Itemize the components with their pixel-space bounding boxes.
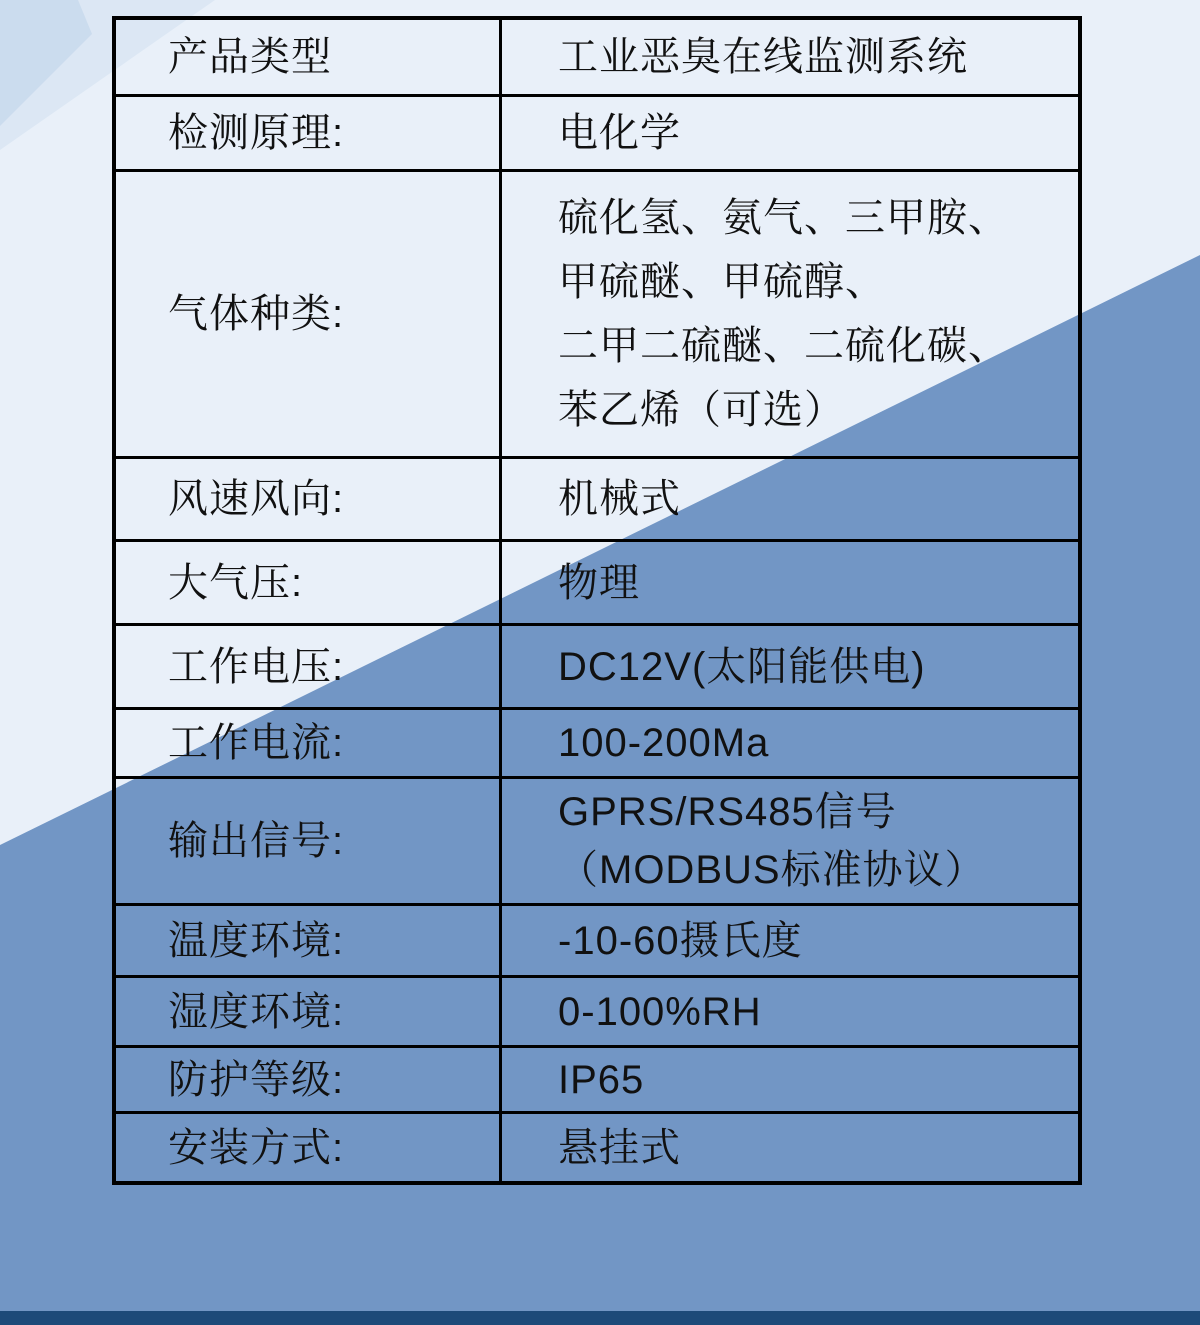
- spec-value: [502, 542, 1078, 623]
- spec-label: 工作电压:: [116, 626, 502, 707]
- spec-value-line: （MODBUS标准协议）: [558, 848, 986, 892]
- spec-label: 温度环境:: [116, 906, 502, 975]
- spec-value: [502, 906, 1078, 975]
- bottom-bar: [0, 1311, 1200, 1325]
- spec-label: 风速风向:: [116, 459, 502, 539]
- spec-row-gas-types: [116, 172, 1078, 459]
- spec-value-line: 悬挂式: [558, 1125, 681, 1170]
- spec-value: [502, 978, 1078, 1045]
- spec-table: [112, 16, 1082, 1185]
- spec-row-pressure: [116, 542, 1078, 626]
- spec-label: 气体种类:: [116, 172, 502, 456]
- spec-row-humidity: [116, 978, 1078, 1048]
- spec-value-line: 机械式: [558, 477, 681, 521]
- spec-value: [502, 20, 1078, 94]
- spec-value-line: 电化学: [558, 111, 681, 155]
- spec-label: 检测原理:: [116, 97, 502, 169]
- spec-value-line: DC12V(太阳能供电): [558, 644, 926, 689]
- spec-row-temperature: [116, 906, 1078, 978]
- spec-row-installation: [116, 1114, 1078, 1181]
- spec-label: 大气压:: [116, 542, 502, 623]
- spec-label: 产品类型: [116, 20, 502, 94]
- spec-label: 防护等级:: [116, 1048, 502, 1111]
- spec-value: [502, 710, 1078, 776]
- spec-value-line: GPRS/RS485信号: [558, 790, 897, 834]
- spec-value-line: 二甲二硫醚、二硫化碳、: [558, 324, 1009, 368]
- spec-value-line: 硫化氢、氨气、三甲胺、: [558, 196, 1009, 240]
- spec-value-line: 0-100%RH: [558, 989, 762, 1034]
- spec-label: 安装方式:: [116, 1114, 502, 1181]
- spec-label: 工作电流:: [116, 710, 502, 776]
- spec-value-line: 100-200Ma: [558, 721, 770, 765]
- spec-row-protection-rating: [116, 1048, 1078, 1114]
- spec-value-line: 物理: [558, 560, 640, 605]
- spec-value-line: -10-60摄氏度: [558, 918, 803, 963]
- spec-value-line: 苯乙烯（可选）: [558, 388, 845, 432]
- spec-row-product-type: [116, 20, 1078, 97]
- spec-value: [502, 172, 1078, 456]
- spec-row-detection-principle: [116, 97, 1078, 172]
- spec-row-output-signal: [116, 779, 1078, 906]
- spec-row-wind: [116, 459, 1078, 542]
- spec-value-line: 甲硫醚、甲硫醇、: [558, 260, 886, 304]
- spec-row-voltage: [116, 626, 1078, 710]
- spec-value: [502, 626, 1078, 707]
- spec-value: [502, 97, 1078, 169]
- spec-value: [502, 459, 1078, 539]
- spec-label: 输出信号:: [116, 779, 502, 903]
- spec-label: 湿度环境:: [116, 978, 502, 1045]
- spec-value-line: IP65: [558, 1057, 645, 1102]
- spec-value-line: 工业恶臭在线监测系统: [558, 35, 968, 79]
- spec-value: [502, 779, 1078, 903]
- spec-value: [502, 1114, 1078, 1181]
- spec-row-current: [116, 710, 1078, 779]
- spec-value: [502, 1048, 1078, 1111]
